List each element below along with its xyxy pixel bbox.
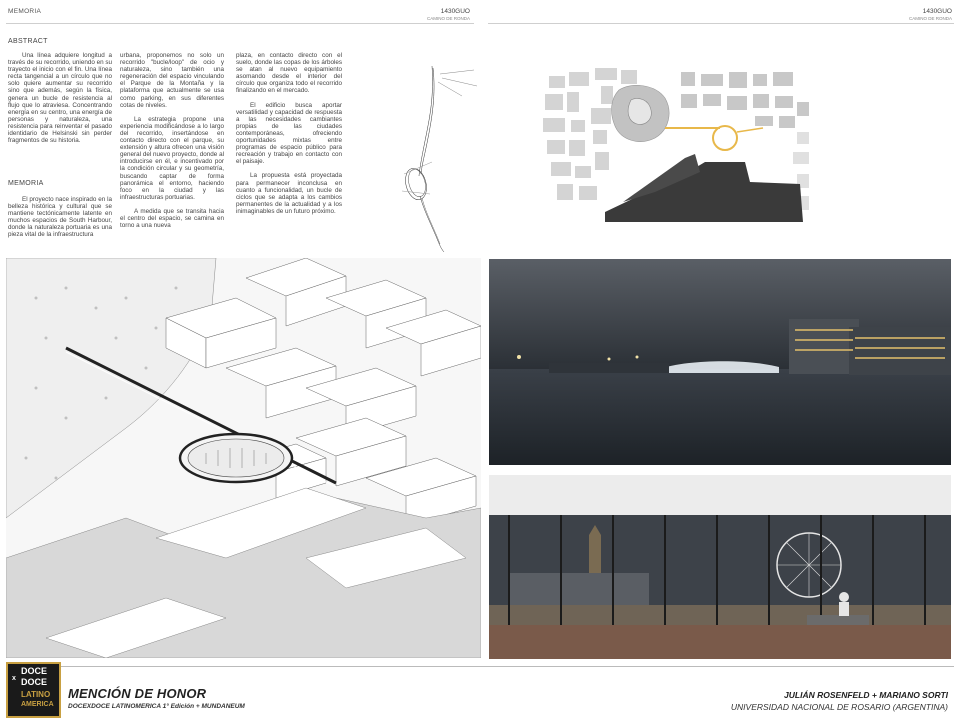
project-name-center: CAMINO DE RONDA [426,16,470,21]
section-label: MEMORIA [8,8,42,15]
logo-x: x [12,675,16,682]
edition-text: DOCEXDOCE LATINOMERICA 1° Edición + MUNDANEUM [68,703,245,710]
logo-line-4: AMERICA [21,701,54,708]
project-name-right: CAMINO DE RONDA [908,16,952,21]
authors: JULIÁN ROSENFELD + MARIANO SORTI [784,690,948,700]
project-code-center: 1430GUO [440,8,470,15]
abstract-column [8,52,112,151]
abstract-text: Una línea adquiere longitud a través de su recorrido, uniendo en su trayecto el inicio con el fin. Una línea recta tangencial a un círculo que no solo quiere aumentar su recorrido sino que además, según la física, genera un bucle de resistencia al flujo que lo atraviesa. Concentrando energía en su centro, una energía de personas y naturaleza, una resistencia para reinventar el pasado identidario de Helsinski sin perder fragmentos de su historia. [8,52,112,145]
abstract-title: ABSTRACT [8,38,48,45]
award-title: MENCIÓN DE HONOR [68,686,207,701]
memoria-col3-p3: La propuesta está proyectada para permanecer inconclusa en cuanto a funcionalidad, un bucle de ciclos que se adapta a los cambios permanentes de la actualidad y a los inimaginables de un futuro próximo. [236,172,342,215]
project-code-right: 1430GUO [922,8,952,15]
logo-line-3: LATINO [21,690,51,699]
header-divider-right [488,23,954,24]
axonometric-drawing [6,258,481,658]
memoria-col3-p2: El edificio busca aportar versatilidad y capacidad de respuesta a las necesidades cambiantes propias de las ciudades contemporáneas, ofreciendo oportunidades mixtas entre programas de espacio público para recreación y trabajo en contacto con el paisaje. [236,101,342,166]
memoria-col2-p3: A medida que se transita hacia el centro del espacio, se camina en torno a una nueva [120,207,224,230]
memoria-col2-p1: urbana, proponemos no solo un recorrido "bucle/loop" de ocio y naturaleza, sino también una regeneración del espacio vinculando el Parque de la Montaña y la plataforma que actualmente se usa como parking, en sus diferentes cotas de niveles. [120,52,224,109]
memoria-col1-text: El proyecto nace inspirado en la belleza histórica y cultural que se mantiene tectónicamente latente en muchos espacios de South Harbour, donde la naturaleza portuaria es una pieza vital de la infraestructura [8,196,112,239]
footer-divider [6,666,954,667]
memoria-column-1 [8,196,112,246]
docexdoce-logo [6,662,61,718]
university: UNIVERSIDAD NACIONAL DE ROSARIO (ARGENTINA) [730,702,948,712]
memoria-column-3 [236,52,342,222]
memoria-col3-p1: plaza, en contacto directo con el suelo, donde las copas de los árboles se atan al nuevo equipamiento asomando desde el interior del círculo que organiza todo el recorrido finalizando en el mercado. [236,52,342,95]
logo-line-1: DOCE [21,666,48,676]
memoria-column-2 [120,52,224,236]
logo-line-2: DOCE [21,677,48,687]
render-interior-view [489,475,951,659]
memoria-col2-p2: La estrategia propone una experiencia modificándose a lo largo del recorrido, insertándose en contacto directo con el parque, su extensión y altura ofrecen una visión general del nuevo proyecto, donde al introducirse en él, e incentivado por la condición circular y su geometría, buscando captar de forma panorámica el entorno, haciendo foco en la ciudad y las infraestructuras portuarias. [120,115,224,201]
site-plan [535,62,815,222]
concept-sketch [402,66,482,252]
render-harbour-night [489,259,951,465]
header-divider-left [6,23,474,24]
memoria-title: MEMORIA [8,180,44,187]
